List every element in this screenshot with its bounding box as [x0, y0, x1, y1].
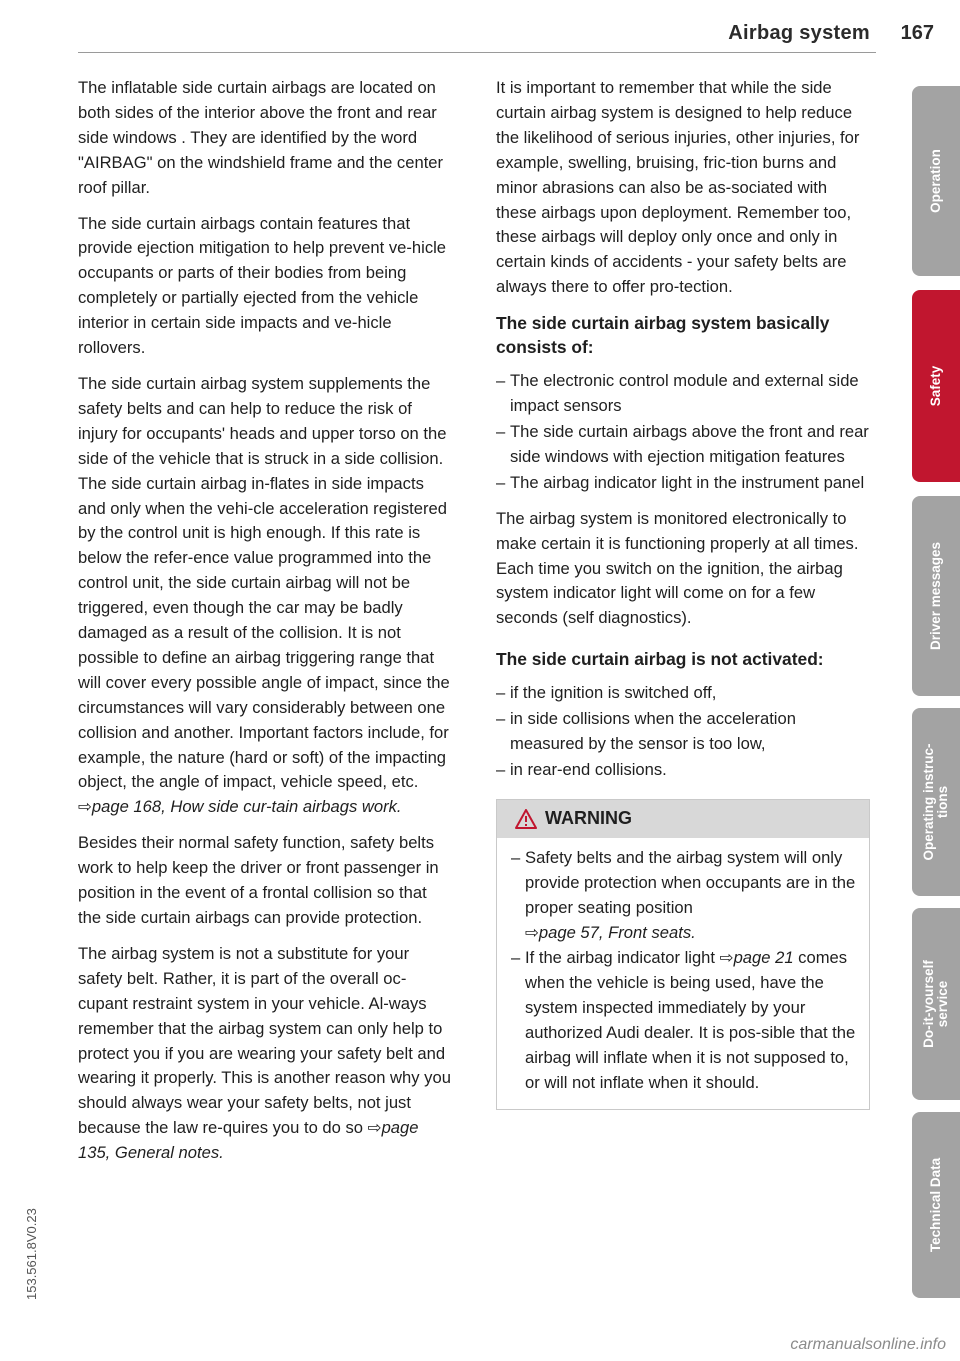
paragraph-important-remember: It is important to remember that while the side curtain airbag system is designed to help reduce the likelihood of serious injuries, other injuries, for example, swelling, bruising, fric-tion burns and minor abrasions can also be as-sociated with these airbags upon deployment. Remember too, these airbags will deploy only once and only in certain kinds of accidents - your safety belts are always there to offer pro-tection.: [496, 78, 860, 297]
paragraph-not-substitute: The airbag system is not a substitute for your safety belt. Rather, it is part of the overall oc-cupant restraint system in your vehicle. Al-ways remember that the airbag system can only help to protect you if you are wearing your safety belt and wearing it properly. This is another reason why you should always wear your safety belts, not just because the law re-quires you to do so ⇨page 135, General notes.: [78, 943, 451, 1163]
tab-driver-messages[interactable]: Driver messages: [912, 496, 960, 696]
xref-link-page-168[interactable]: page 168, How side cur-tain airbags work.: [91, 797, 402, 817]
page-number: 167: [900, 22, 934, 44]
paragraph-safety-belts: Besides their normal safety function, safety belts work to help keep the driver or front passenger in position in the event of a frontal collision so that the side curtain airbags can provide protection.: [78, 833, 439, 927]
list-item: – The airbag indicator light in the instrument panel: [496, 471, 872, 496]
heading-system-consists: The side curtain airbag system basically consists of:: [496, 313, 830, 358]
paragraph-ejection-mitigation: The side curtain airbags contain features that provide ejection mitigation to help prevent ve-hicle occupants or parts of their bodies from being completely or partially ejected from the vehicle interior in certain side impacts and ve-hicle rollovers.: [78, 213, 447, 358]
xref-link-page-21[interactable]: page 21: [733, 948, 794, 968]
paragraph-system-supplements: The side curtain airbag system supplements the safety belts and can help to reduce the risk of injury for occupants' heads and upper torso on the side of the vehicle that is struck in a side collision. The side curtain airbag in-flates in side impacts and only when the vehi-cle acceleration registered by the control unit is high enough. If this rate is below the refer-ence value programmed into the control unit, the side curtain airbag will not be triggered, even though the car may be badly damaged as a result of the collision. It is not possible to define an airbag triggering range that will cover every possible angle of impact, since the circumstances will vary considerably between one collision and another. Important factors include, for example, the nature (hard or soft) of the impacting object, the angle of impact, vehicle speed, etc. ⇨page 168, How side cur-tain airbags work.: [78, 373, 450, 817]
warning-title: WARNING: [545, 808, 632, 829]
left-column: [78, 76, 454, 1177]
tab-safety[interactable]: Safety: [912, 290, 960, 482]
tab-technical-data[interactable]: Technical Data: [912, 1112, 960, 1298]
watermark: carmanualsonline.info: [790, 1336, 946, 1353]
list-system-components: [496, 369, 872, 496]
document-code: 153.561.8V0.23: [24, 1208, 39, 1300]
paragraph-monitored: The airbag system is monitored electronically to make certain it is functioning properly at all times. Each time you switch on the ignition, the airbag system indicator light will come on for a few seconds (self diagnostics).: [496, 508, 859, 628]
warning-list: [511, 846, 857, 1096]
xref-arrow-icon: ⇨: [525, 922, 539, 942]
header-rule: [78, 52, 876, 53]
list-item: – if the ignition is switched off,: [496, 681, 872, 706]
warning-body: [497, 838, 869, 1109]
list-not-activated: [496, 681, 872, 783]
xref-arrow-icon: ⇨: [367, 1118, 382, 1138]
xref-link-page-57[interactable]: page 57, Front seats.: [538, 922, 696, 942]
warning-item-indicator: – If the airbag indicator light ⇨page 21 comes when the vehicle is being used, have the system inspected immediately by your authorized Audi dealer. It is pos-sible that the airbag will inflate when it is not supposed to, or will not inflate when it should.: [511, 946, 857, 1095]
paragraph-airbag-location: The inflatable side curtain airbags are located on both sides of the interior above the front and rear side windows . They are identified by the word "AIRBAG" on the windshield frame and the center roof pillar.: [78, 78, 444, 197]
warning-header: [497, 800, 869, 838]
right-column: [496, 76, 872, 1110]
warning-triangle-icon: [515, 809, 537, 829]
list-item: – in rear-end collisions.: [496, 758, 872, 783]
xref-arrow-icon: ⇨: [78, 797, 92, 817]
list-item: – in side collisions when the acceleration measured by the sensor is too low,: [496, 707, 872, 757]
warning-box: [496, 799, 870, 1110]
heading-not-activated: The side curtain airbag is not activated:: [496, 649, 824, 670]
warning-item-seating: – Safety belts and the airbag system will only provide protection when occupants are in the proper seating position ⇨page 57, Front seats.: [511, 846, 857, 946]
list-item: – The side curtain airbags above the front and rear side windows with ejection mitigation features: [496, 420, 872, 470]
tab-do-it-yourself-service[interactable]: Do-it-yourself service: [912, 908, 960, 1100]
xref-link-page-135[interactable]: page 135, General notes.: [78, 1118, 419, 1163]
xref-arrow-icon: ⇨: [719, 948, 734, 968]
tab-operating-instructions[interactable]: Operating instruc- tions: [912, 708, 960, 896]
list-item: – The electronic control module and external side impact sensors: [496, 369, 872, 419]
running-header-title: Airbag system: [728, 22, 870, 44]
tab-operation[interactable]: Operation: [912, 86, 960, 276]
